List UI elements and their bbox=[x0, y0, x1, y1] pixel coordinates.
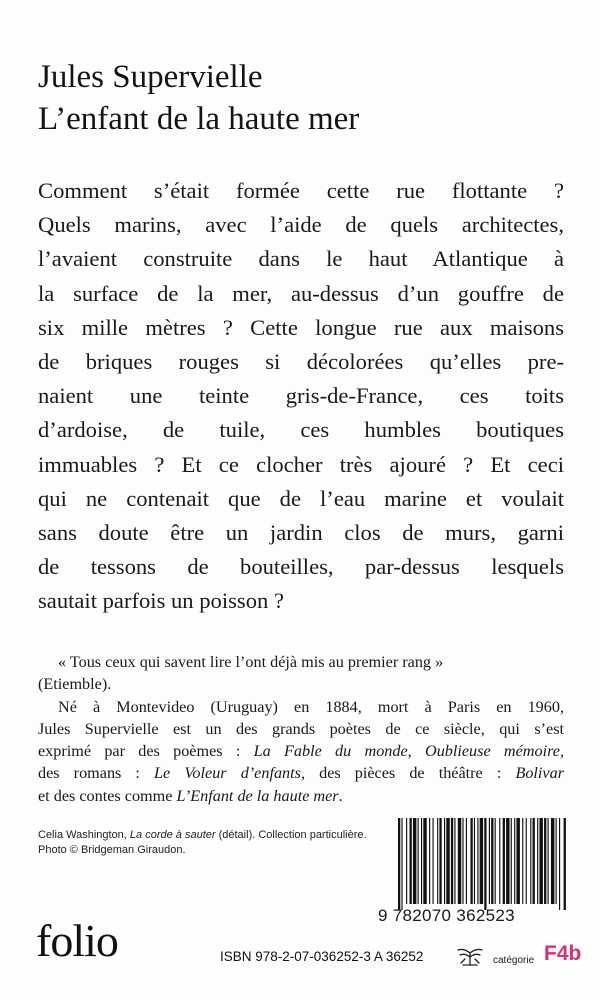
folio-logo: folio bbox=[36, 915, 118, 966]
category-label: catégorie bbox=[493, 955, 535, 966]
bio-work-title: L’Enfant de la haute mer bbox=[176, 786, 339, 805]
bio-quote: « Tous ceux qui savent lire l’ont déjà mis au premier rang » bbox=[58, 653, 444, 671]
author-bio bbox=[38, 651, 564, 807]
bio-line bbox=[38, 785, 564, 807]
barcode bbox=[396, 818, 566, 910]
blurb-line: d’ardoise, de tuile, ces humbles boutiques bbox=[38, 417, 564, 443]
blurb-line: qui ne contenait que de l’eau marine et voulait bbox=[38, 485, 564, 511]
bio-line bbox=[38, 762, 564, 784]
gallimard-emblem-icon bbox=[455, 945, 485, 969]
blurb-line: de briques rouges si décolorées qu’elles pre- bbox=[38, 349, 564, 375]
bio-text: des pièces de théâtre : bbox=[305, 764, 516, 783]
credit-work: La corde à sauter bbox=[129, 829, 216, 841]
credit-artist: Celia Washington, bbox=[38, 829, 130, 841]
cover-credit bbox=[38, 828, 368, 858]
blurb-line: Comment s’était formée cette rue flottante ? bbox=[38, 178, 564, 203]
bio-text: . bbox=[338, 786, 343, 805]
blurb-line: immuables ? Et ce clocher très ajouré ? Et ceci bbox=[38, 451, 564, 477]
bio-text: des romans : bbox=[38, 764, 155, 783]
blurb-line: l’avaient construite dans le haut Atlantique à bbox=[38, 246, 564, 272]
credit-rest: (détail). Collection particulière. bbox=[215, 829, 367, 841]
blurb-line: de tessons de bouteilles, par-dessus lesquels bbox=[38, 554, 564, 580]
bio-line bbox=[38, 740, 564, 762]
blurb-line: six mille mètres ? Cette longue rue aux maisons bbox=[38, 314, 564, 340]
blurb-line: sautait parfois un poisson ? bbox=[38, 588, 284, 614]
blurb-line: la surface de la mer, au-dessus d’un gouffre de bbox=[38, 280, 564, 306]
bio-quote-source: (Etiemble). bbox=[38, 675, 112, 694]
blurb-line: naient une teinte gris-de-France, ces toits bbox=[38, 383, 564, 409]
book-title-block bbox=[38, 56, 359, 140]
blurb-line: Quels marins, avec l’aide de quels architectes, bbox=[38, 212, 564, 238]
blurb-paragraph bbox=[38, 174, 564, 619]
book-title: L’enfant de la haute mer bbox=[38, 101, 360, 137]
bio-line: Né à Montevideo (Uruguay) en 1884, mort à Paris en 1960, bbox=[58, 697, 564, 716]
blurb-line: sans doute être un jardin clos de murs, garni bbox=[38, 520, 564, 546]
bio-line: Jules Supervielle est un des grands poètes de ce siècle, qui s’est bbox=[38, 719, 564, 738]
bio-work-title: Le Voleur d’enfants, bbox=[154, 764, 305, 783]
bio-text: et des contes comme bbox=[38, 786, 177, 805]
credit-line bbox=[38, 828, 368, 843]
photo-credit: Photo © Bridgeman Giraudon. bbox=[38, 844, 186, 856]
bio-work-title: La Fable du monde, Oublieuse mémoire, bbox=[253, 742, 564, 761]
category-code: F4b bbox=[544, 942, 582, 965]
isbn-text: ISBN 978-2-07-036252-3 A 36252 bbox=[220, 949, 424, 964]
author-name: Jules Supervielle bbox=[38, 59, 263, 95]
bio-text: exprimé par des poèmes : bbox=[38, 742, 254, 761]
bio-work-title: Bolivar bbox=[515, 764, 564, 783]
barcode-digits: 9 782070 362523 bbox=[378, 906, 515, 925]
